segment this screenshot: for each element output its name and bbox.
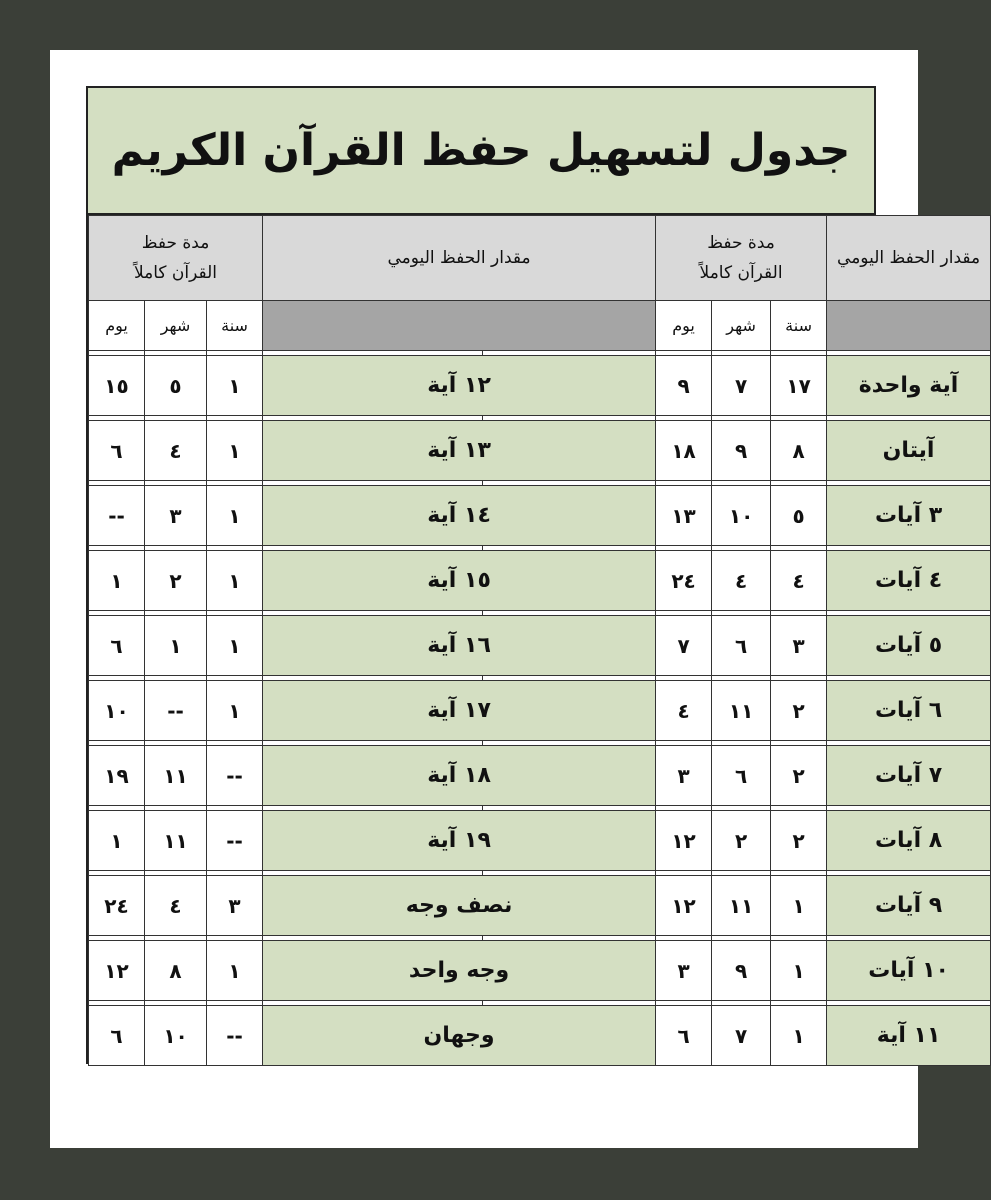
table-row: [89, 876, 991, 936]
table-row: [89, 616, 991, 676]
table-row: [89, 486, 991, 546]
daily-amount-cell: وجه واحد: [263, 941, 656, 1001]
daily-amount-cell: ١٩ آية: [263, 811, 656, 871]
daily-amount-cell: ٣ آيات: [827, 486, 991, 546]
month-cell: ٨: [145, 941, 207, 1001]
month-cell: ٣: [145, 486, 207, 546]
day-cell: ١٥: [89, 356, 145, 416]
daily-amount-cell: ١١ آية: [827, 1006, 991, 1066]
subheader-day: يوم: [89, 301, 145, 351]
year-cell: ١: [207, 356, 263, 416]
header-daily-amount-right: مقدار الحفظ اليومي: [827, 216, 991, 301]
day-cell: ٣: [656, 941, 712, 1001]
year-cell: ١: [207, 616, 263, 676]
month-cell: ٥: [145, 356, 207, 416]
header-duration-line2: القرآن كاملاً: [699, 263, 783, 283]
memorization-table-frame: [86, 86, 981, 1064]
memorization-table: [88, 215, 991, 1066]
daily-amount-cell: آيتان: [827, 421, 991, 481]
header-duration-right: [656, 216, 827, 301]
month-cell: ١١: [145, 746, 207, 806]
header-daily-amount-left: مقدار الحفظ اليومي: [263, 216, 656, 301]
month-cell: ٧: [712, 356, 771, 416]
year-cell: --: [207, 811, 263, 871]
table-row: [89, 1006, 991, 1066]
table-row: [89, 551, 991, 611]
daily-amount-cell: ١٧ آية: [263, 681, 656, 741]
subheader-month: شهر: [145, 301, 207, 351]
table-row: [89, 746, 991, 806]
year-cell: ٣: [207, 876, 263, 936]
month-cell: --: [145, 681, 207, 741]
day-cell: ١٢: [656, 876, 712, 936]
day-cell: ٦: [89, 421, 145, 481]
subheader-row: [89, 301, 991, 351]
daily-amount-cell: ١٨ آية: [263, 746, 656, 806]
subheader-month: شهر: [712, 301, 771, 351]
table-row: [89, 811, 991, 871]
header-duration-line1: مدة حفظ: [707, 233, 775, 253]
month-cell: ٤: [145, 876, 207, 936]
daily-amount-cell: وجهان: [263, 1006, 656, 1066]
day-cell: ١٢: [89, 941, 145, 1001]
month-cell: ١: [145, 616, 207, 676]
month-cell: ٢: [712, 811, 771, 871]
table-row: [89, 356, 991, 416]
month-cell: ٧: [712, 1006, 771, 1066]
daily-amount-cell: ٧ آيات: [827, 746, 991, 806]
day-cell: ١: [89, 551, 145, 611]
daily-amount-cell: ٩ آيات: [827, 876, 991, 936]
day-cell: ١٩: [89, 746, 145, 806]
month-cell: ١١: [145, 811, 207, 871]
daily-amount-cell: ٥ آيات: [827, 616, 991, 676]
day-cell: ٣: [656, 746, 712, 806]
daily-amount-cell: آية واحدة: [827, 356, 991, 416]
year-cell: --: [207, 746, 263, 806]
daily-amount-cell: ٤ آيات: [827, 551, 991, 611]
day-cell: ٩: [656, 356, 712, 416]
daily-amount-cell: ١٦ آية: [263, 616, 656, 676]
month-cell: ١٠: [145, 1006, 207, 1066]
month-cell: ٤: [712, 551, 771, 611]
subheader-blank-left: [263, 301, 656, 351]
day-cell: ١٣: [656, 486, 712, 546]
daily-amount-cell: ٨ آيات: [827, 811, 991, 871]
month-cell: ٦: [712, 746, 771, 806]
day-cell: ١: [89, 811, 145, 871]
year-cell: ١: [771, 876, 827, 936]
year-cell: ٤: [771, 551, 827, 611]
table-row: [89, 421, 991, 481]
subheader-blank-right: [827, 301, 991, 351]
subheader-year: سنة: [771, 301, 827, 351]
table-row: [89, 681, 991, 741]
day-cell: --: [89, 486, 145, 546]
month-cell: ١١: [712, 681, 771, 741]
day-cell: ٦: [656, 1006, 712, 1066]
header-row: [89, 216, 991, 301]
day-cell: ٦: [89, 616, 145, 676]
header-duration-line2: القرآن كاملاً: [134, 263, 218, 283]
daily-amount-cell: نصف وجه: [263, 876, 656, 936]
year-cell: ٢: [771, 681, 827, 741]
day-cell: ١٢: [656, 811, 712, 871]
year-cell: ١: [207, 681, 263, 741]
table-row: [89, 941, 991, 1001]
year-cell: ١: [771, 941, 827, 1001]
day-cell: ٢٤: [89, 876, 145, 936]
year-cell: ٢: [771, 811, 827, 871]
year-cell: ١٧: [771, 356, 827, 416]
daily-amount-cell: ١٠ آيات: [827, 941, 991, 1001]
daily-amount-cell: ١٢ آية: [263, 356, 656, 416]
year-cell: ٢: [771, 746, 827, 806]
day-cell: ٢٤: [656, 551, 712, 611]
header-duration-line1: مدة حفظ: [141, 233, 210, 253]
month-cell: ٢: [145, 551, 207, 611]
month-cell: ١١: [712, 876, 771, 936]
header-duration-left: [89, 216, 263, 301]
year-cell: ٣: [771, 616, 827, 676]
month-cell: ٤: [145, 421, 207, 481]
year-cell: --: [207, 1006, 263, 1066]
month-cell: ١٠: [712, 486, 771, 546]
subheader-year: سنة: [207, 301, 263, 351]
daily-amount-cell: ١٥ آية: [263, 551, 656, 611]
daily-amount-cell: ١٣ آية: [263, 421, 656, 481]
year-cell: ٨: [771, 421, 827, 481]
day-cell: ١٨: [656, 421, 712, 481]
month-cell: ٩: [712, 421, 771, 481]
year-cell: ١: [207, 551, 263, 611]
day-cell: ٤: [656, 681, 712, 741]
page-title: جدول لتسهيل حفظ القرآن الكريم: [88, 88, 874, 215]
month-cell: ٦: [712, 616, 771, 676]
daily-amount-cell: ٦ آيات: [827, 681, 991, 741]
month-cell: ٩: [712, 941, 771, 1001]
year-cell: ١: [207, 421, 263, 481]
year-cell: ١: [207, 486, 263, 546]
day-cell: ١٠: [89, 681, 145, 741]
year-cell: ١: [207, 941, 263, 1001]
subheader-day: يوم: [656, 301, 712, 351]
day-cell: ٦: [89, 1006, 145, 1066]
day-cell: ٧: [656, 616, 712, 676]
year-cell: ١: [771, 1006, 827, 1066]
year-cell: ٥: [771, 486, 827, 546]
daily-amount-cell: ١٤ آية: [263, 486, 656, 546]
